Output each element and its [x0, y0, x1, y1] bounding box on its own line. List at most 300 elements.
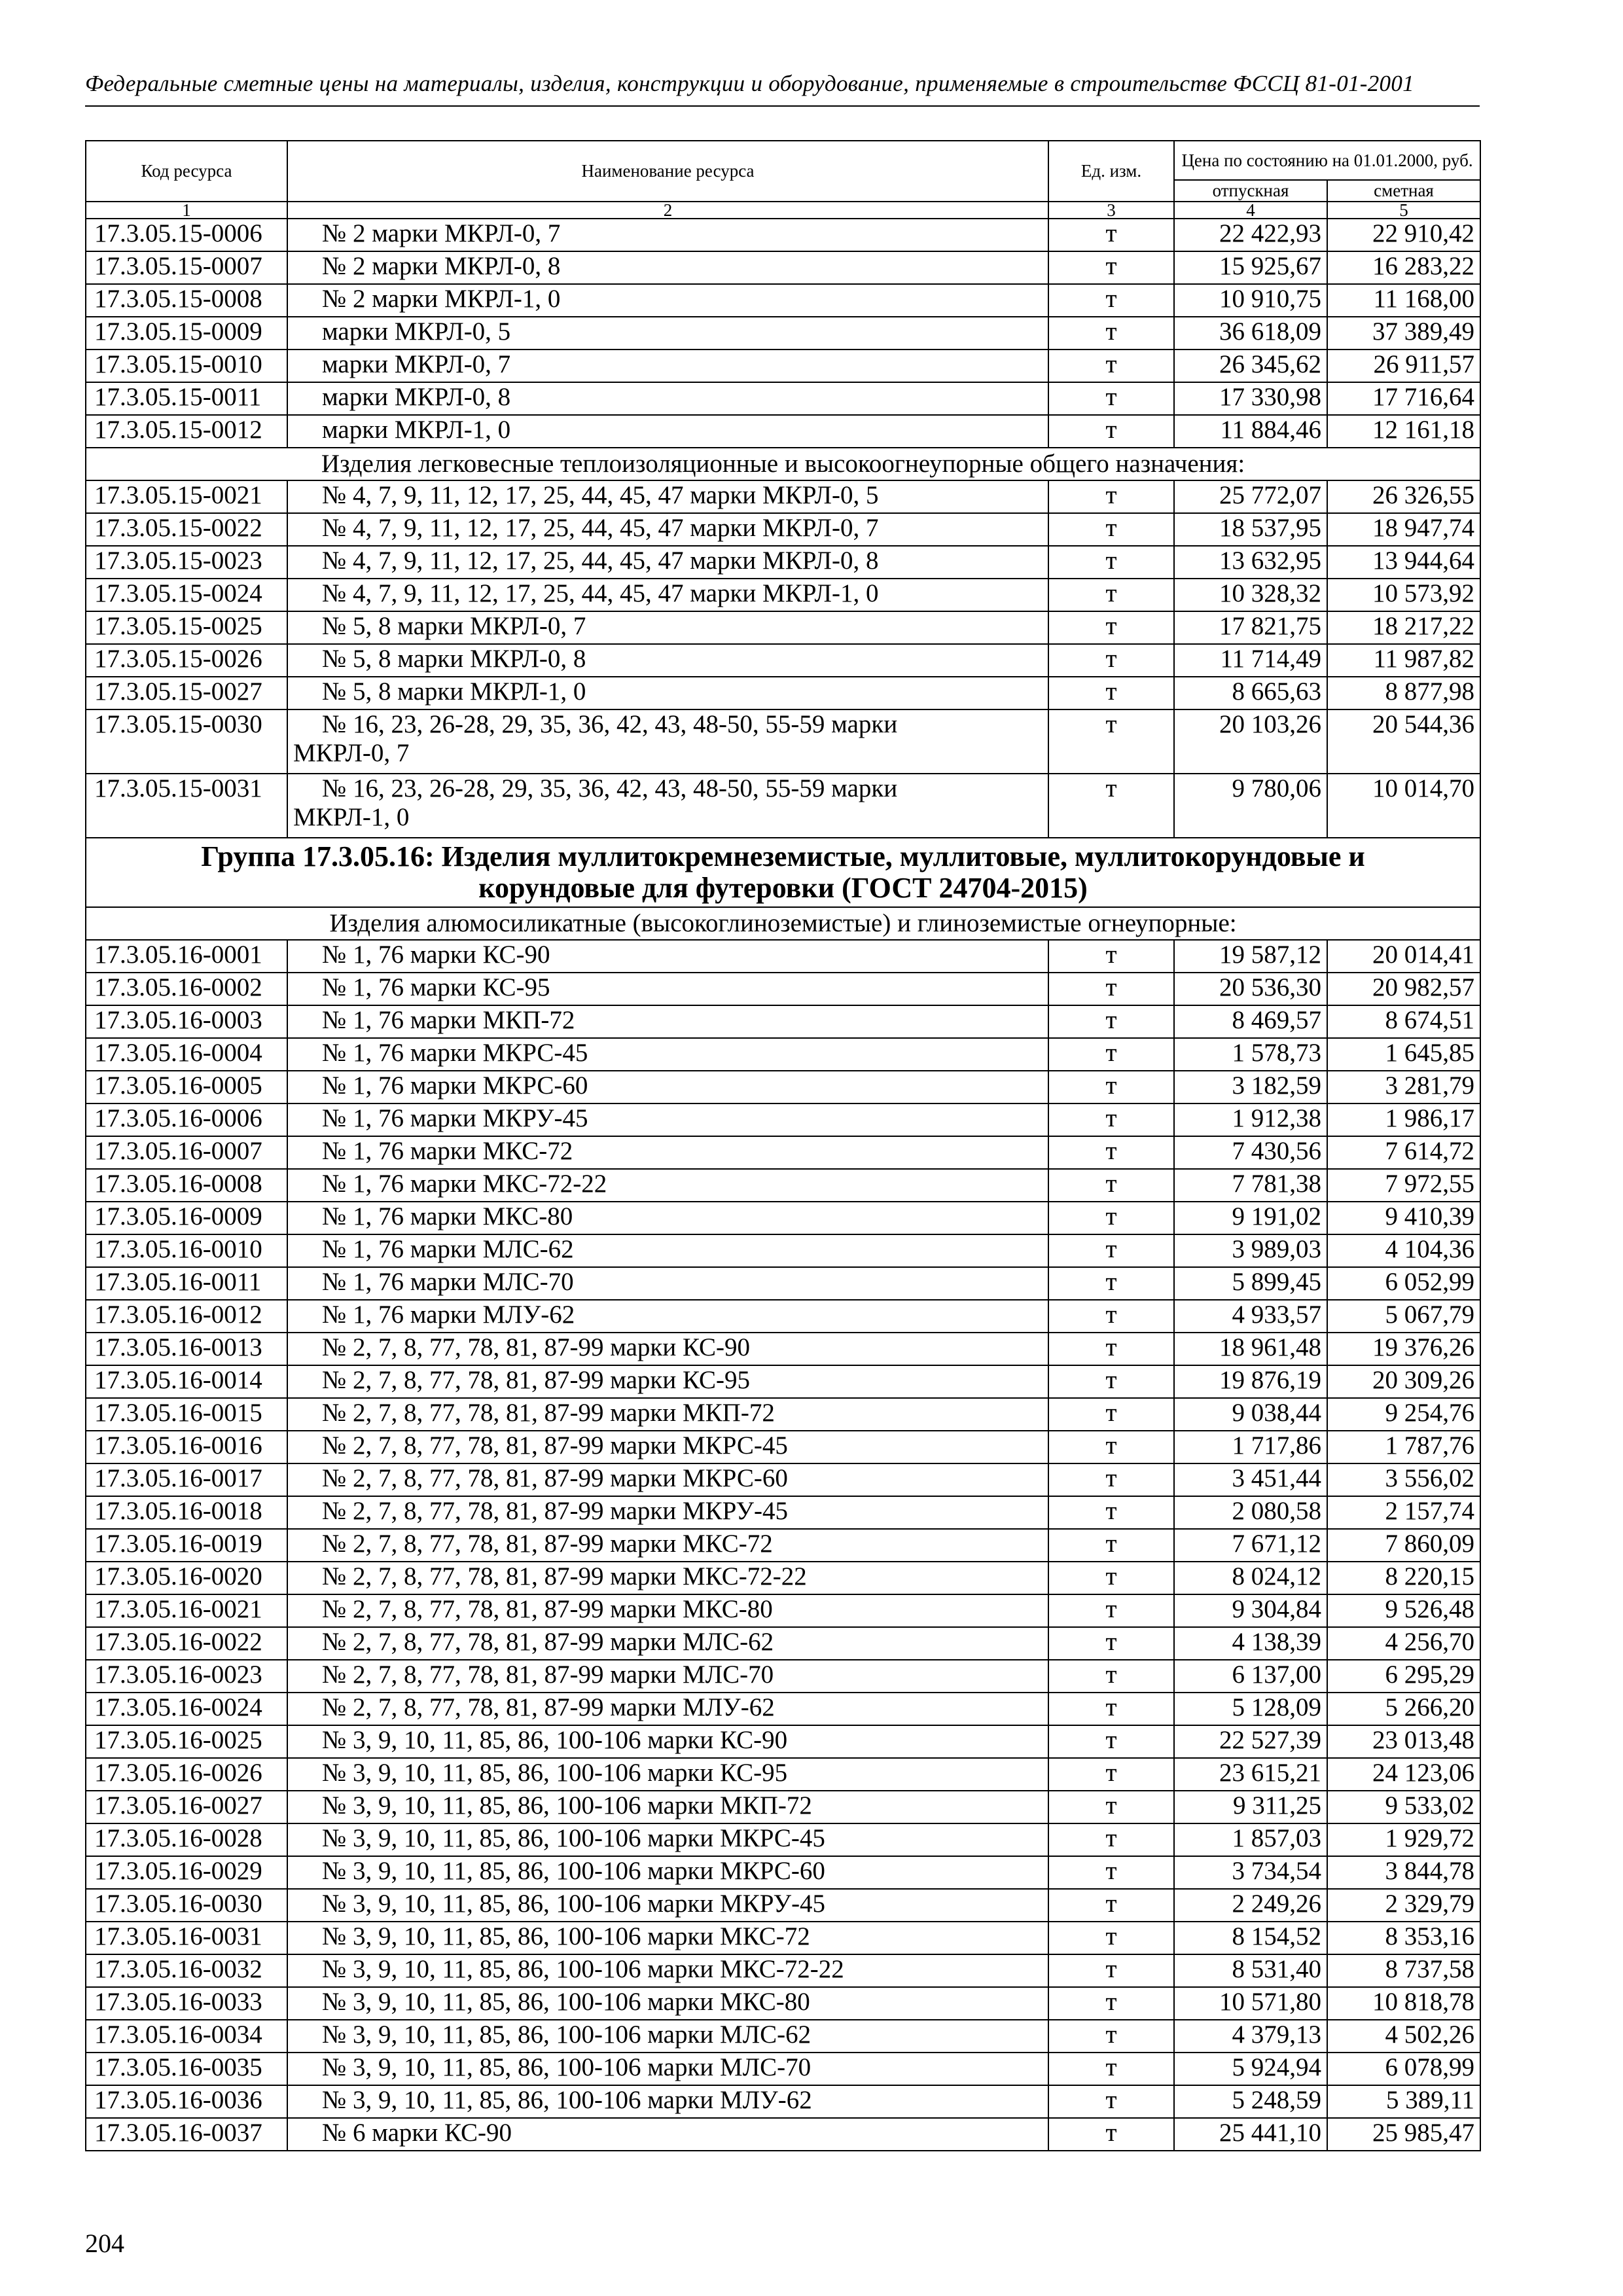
estimate-price: 6 295,29: [1327, 1660, 1480, 1693]
table-row: [86, 677, 1480, 709]
unit-value: т: [1048, 1529, 1174, 1562]
unit-value: т: [1048, 2118, 1174, 2151]
resource-name: № 3, 9, 10, 11, 85, 86, 100-106 марки МКС-80: [287, 1987, 1048, 2020]
resource-code: 17.3.05.15-0030: [86, 709, 287, 774]
table-row: [86, 774, 1480, 838]
release-price: 18 961,48: [1174, 1333, 1327, 1365]
resource-code: 17.3.05.16-0034: [86, 2020, 287, 2053]
release-price: 9 311,25: [1174, 1791, 1327, 1823]
release-price: 5 128,09: [1174, 1693, 1327, 1725]
estimate-price: 20 544,36: [1327, 709, 1480, 774]
estimate-price: 9 533,02: [1327, 1791, 1480, 1823]
release-price: 1 857,03: [1174, 1823, 1327, 1856]
resource-name: № 1, 76 марки МКС-72: [287, 1136, 1048, 1169]
resource-name: № 3, 9, 10, 11, 85, 86, 100-106 марки МКС-72: [287, 1922, 1048, 1954]
release-price: 19 587,12: [1174, 940, 1327, 973]
unit-value: т: [1048, 973, 1174, 1005]
table-row: [86, 1856, 1480, 1889]
resource-name: № 2, 7, 8, 77, 78, 81, 87-99 марки МКС-72-22: [287, 1562, 1048, 1594]
release-price: 10 571,80: [1174, 1987, 1327, 2020]
table-row: [86, 317, 1480, 350]
unit-value: т: [1048, 2053, 1174, 2085]
subsection-title: Изделия алюмосиликатные (высокоглиноземистые) и глиноземистые огнеупорные:: [86, 907, 1480, 940]
release-price: 3 734,54: [1174, 1856, 1327, 1889]
header-rule: [85, 105, 1480, 107]
table-row: [86, 1005, 1480, 1038]
resource-code: 17.3.05.15-0027: [86, 677, 287, 709]
estimate-price: 7 614,72: [1327, 1136, 1480, 1169]
release-price: 7 430,56: [1174, 1136, 1327, 1169]
unit-value: т: [1048, 1987, 1174, 2020]
unit-value: т: [1048, 251, 1174, 284]
resource-code: 17.3.05.16-0015: [86, 1398, 287, 1431]
unit-value: т: [1048, 1791, 1174, 1823]
subsection-title: Изделия легковесные теплоизоляционные и высокоогнеупорные общего назначения:: [86, 448, 1480, 480]
resource-code: 17.3.05.16-0036: [86, 2085, 287, 2118]
estimate-price: 5 067,79: [1327, 1300, 1480, 1333]
table-row: [86, 1103, 1480, 1136]
table-head: [86, 141, 1480, 219]
release-price: 10 328,32: [1174, 579, 1327, 611]
table-row: [86, 1333, 1480, 1365]
resource-name-line: № 16, 23, 26-28, 29, 35, 36, 42, 43, 48-50, 55-59 марки: [322, 710, 898, 738]
release-price: 5 248,59: [1174, 2085, 1327, 2118]
resource-name: № 1, 76 марки КС-95: [287, 973, 1048, 1005]
col-header-estimate: сметная: [1327, 180, 1480, 202]
unit-value: т: [1048, 1169, 1174, 1202]
estimate-price: 3 844,78: [1327, 1856, 1480, 1889]
resource-name: № 1, 76 марки КС-90: [287, 940, 1048, 973]
col-number: 4: [1174, 202, 1327, 219]
unit-value: т: [1048, 1693, 1174, 1725]
unit-value: т: [1048, 1496, 1174, 1529]
resource-code: 17.3.05.15-0006: [86, 219, 287, 251]
resource-code: 17.3.05.16-0004: [86, 1038, 287, 1071]
resource-code: 17.3.05.16-0012: [86, 1300, 287, 1333]
estimate-price: 8 674,51: [1327, 1005, 1480, 1038]
unit-value: т: [1048, 382, 1174, 415]
resource-code: 17.3.05.16-0010: [86, 1234, 287, 1267]
resource-code: 17.3.05.16-0009: [86, 1202, 287, 1234]
unit-value: т: [1048, 1202, 1174, 1234]
table-row: [86, 1234, 1480, 1267]
resource-name: № 5, 8 марки МКРЛ-1, 0: [287, 677, 1048, 709]
release-price: 20 103,26: [1174, 709, 1327, 774]
page-number: 204: [85, 2229, 124, 2258]
estimate-price: 25 985,47: [1327, 2118, 1480, 2151]
table-row: [86, 1889, 1480, 1922]
table-row: [86, 973, 1480, 1005]
unit-value: т: [1048, 1758, 1174, 1791]
resource-code: 17.3.05.15-0026: [86, 644, 287, 677]
estimate-price: 2 329,79: [1327, 1889, 1480, 1922]
resource-code: 17.3.05.15-0022: [86, 513, 287, 546]
resource-code: 17.3.05.16-0002: [86, 973, 287, 1005]
release-price: 5 899,45: [1174, 1267, 1327, 1300]
table-row: [86, 1136, 1480, 1169]
release-price: 9 780,06: [1174, 774, 1327, 838]
resource-code: 17.3.05.16-0020: [86, 1562, 287, 1594]
page-header-title: Федеральные сметные цены на материалы, изделия, конструкции и оборудование, применяемые в строительстве ФССЦ 81-01-2001: [85, 71, 1414, 96]
unit-value: т: [1048, 546, 1174, 579]
estimate-price: 37 389,49: [1327, 317, 1480, 350]
resource-name: № 1, 76 марки МЛУ-62: [287, 1300, 1048, 1333]
resource-code: 17.3.05.16-0031: [86, 1922, 287, 1954]
resource-code: 17.3.05.16-0016: [86, 1431, 287, 1463]
resource-code: 17.3.05.15-0012: [86, 415, 287, 448]
resource-name: № 2, 7, 8, 77, 78, 81, 87-99 марки МКС-80: [287, 1594, 1048, 1627]
table-row: [86, 2118, 1480, 2151]
resource-name-line: МКРЛ-1, 0: [293, 803, 410, 831]
resource-code: 17.3.05.15-0023: [86, 546, 287, 579]
release-price: 9 191,02: [1174, 1202, 1327, 1234]
resource-name: марки МКРЛ-0, 5: [287, 317, 1048, 350]
table-row: [86, 1823, 1480, 1856]
unit-value: т: [1048, 317, 1174, 350]
resource-name: марки МКРЛ-0, 8: [287, 382, 1048, 415]
resource-code: 17.3.05.15-0009: [86, 317, 287, 350]
col-number: 5: [1327, 202, 1480, 219]
unit-value: т: [1048, 1660, 1174, 1693]
unit-value: т: [1048, 1005, 1174, 1038]
release-price: 15 925,67: [1174, 251, 1327, 284]
table-row: [86, 709, 1480, 774]
release-price: 17 821,75: [1174, 611, 1327, 644]
resource-code: 17.3.05.16-0024: [86, 1693, 287, 1725]
table-row: [86, 1398, 1480, 1431]
release-price: 36 618,09: [1174, 317, 1327, 350]
table-row: [86, 2020, 1480, 2053]
col-number: 2: [287, 202, 1048, 219]
resource-name: № 1, 76 марки МКРС-60: [287, 1071, 1048, 1103]
resource-name-line: № 16, 23, 26-28, 29, 35, 36, 42, 43, 48-50, 55-59 марки: [322, 774, 898, 802]
table-row: [86, 1725, 1480, 1758]
release-price: 22 422,93: [1174, 219, 1327, 251]
unit-value: т: [1048, 1234, 1174, 1267]
estimate-price: 19 376,26: [1327, 1333, 1480, 1365]
resource-code: 17.3.05.16-0028: [86, 1823, 287, 1856]
release-price: 3 989,03: [1174, 1234, 1327, 1267]
estimate-price: 6 078,99: [1327, 2053, 1480, 2085]
table-row: [86, 1038, 1480, 1071]
unit-value: т: [1048, 284, 1174, 317]
resource-name: № 2, 7, 8, 77, 78, 81, 87-99 марки КС-95: [287, 1365, 1048, 1398]
resource-name: № 4, 7, 9, 11, 12, 17, 25, 44, 45, 47 марки МКРЛ-0, 8: [287, 546, 1048, 579]
resource-code: 17.3.05.16-0014: [86, 1365, 287, 1398]
table-row: [86, 480, 1480, 513]
col-header-name: Наименование ресурса: [287, 141, 1048, 202]
resource-name: № 5, 8 марки МКРЛ-0, 8: [287, 644, 1048, 677]
unit-value: т: [1048, 1103, 1174, 1136]
resource-name: № 2, 7, 8, 77, 78, 81, 87-99 марки МКС-72: [287, 1529, 1048, 1562]
release-price: 13 632,95: [1174, 546, 1327, 579]
resource-name: № 1, 76 марки МЛС-70: [287, 1267, 1048, 1300]
resource-code: 17.3.05.15-0021: [86, 480, 287, 513]
estimate-price: 8 220,15: [1327, 1562, 1480, 1594]
resource-code: 17.3.05.16-0025: [86, 1725, 287, 1758]
price-table: [85, 140, 1481, 2151]
unit-value: т: [1048, 1463, 1174, 1496]
resource-code: 17.3.05.16-0035: [86, 2053, 287, 2085]
unit-value: т: [1048, 677, 1174, 709]
table-row: [86, 1594, 1480, 1627]
release-price: 11 884,46: [1174, 415, 1327, 448]
release-price: 5 924,94: [1174, 2053, 1327, 2085]
resource-code: 17.3.05.16-0030: [86, 1889, 287, 1922]
resource-code: 17.3.05.16-0037: [86, 2118, 287, 2151]
estimate-price: 8 737,58: [1327, 1954, 1480, 1987]
unit-value: т: [1048, 1300, 1174, 1333]
release-price: 17 330,98: [1174, 382, 1327, 415]
table-row: [86, 350, 1480, 382]
estimate-price: 10 818,78: [1327, 1987, 1480, 2020]
release-price: 4 933,57: [1174, 1300, 1327, 1333]
resource-name: № 1, 76 марки МКС-72-22: [287, 1169, 1048, 1202]
resource-code: 17.3.05.16-0001: [86, 940, 287, 973]
resource-name: № 3, 9, 10, 11, 85, 86, 100-106 марки МКРС-60: [287, 1856, 1048, 1889]
resource-name: № 3, 9, 10, 11, 85, 86, 100-106 марки МКС-72-22: [287, 1954, 1048, 1987]
table-row: [86, 1693, 1480, 1725]
estimate-price: 20 309,26: [1327, 1365, 1480, 1398]
estimate-price: 11 987,82: [1327, 644, 1480, 677]
release-price: 3 451,44: [1174, 1463, 1327, 1496]
release-price: 25 441,10: [1174, 2118, 1327, 2151]
unit-value: т: [1048, 1889, 1174, 1922]
resource-name: № 4, 7, 9, 11, 12, 17, 25, 44, 45, 47 марки МКРЛ-0, 7: [287, 513, 1048, 546]
estimate-price: 5 389,11: [1327, 2085, 1480, 2118]
table-row: [86, 1660, 1480, 1693]
unit-value: т: [1048, 1562, 1174, 1594]
resource-code: 17.3.05.16-0029: [86, 1856, 287, 1889]
table-row: [86, 644, 1480, 677]
table-row: [86, 1758, 1480, 1791]
resource-code: 17.3.05.16-0018: [86, 1496, 287, 1529]
group-title: [86, 838, 1480, 907]
resource-name: № 6 марки КС-90: [287, 2118, 1048, 2151]
resource-code: 17.3.05.15-0024: [86, 579, 287, 611]
unit-value: т: [1048, 1725, 1174, 1758]
release-price: 8 154,52: [1174, 1922, 1327, 1954]
resource-name: № 3, 9, 10, 11, 85, 86, 100-106 марки МЛУ-62: [287, 2085, 1048, 2118]
table-row: [86, 1791, 1480, 1823]
table-row: [86, 1954, 1480, 1987]
unit-value: т: [1048, 480, 1174, 513]
resource-code: 17.3.05.16-0005: [86, 1071, 287, 1103]
resource-name: № 2, 7, 8, 77, 78, 81, 87-99 марки МЛС-62: [287, 1627, 1048, 1660]
resource-code: 17.3.05.16-0027: [86, 1791, 287, 1823]
resource-name: № 1, 76 марки МКРУ-45: [287, 1103, 1048, 1136]
estimate-price: 1 929,72: [1327, 1823, 1480, 1856]
estimate-price: 13 944,64: [1327, 546, 1480, 579]
resource-code: 17.3.05.16-0011: [86, 1267, 287, 1300]
resource-name: № 3, 9, 10, 11, 85, 86, 100-106 марки МЛС-70: [287, 2053, 1048, 2085]
resource-code: 17.3.05.16-0032: [86, 1954, 287, 1987]
resource-code: 17.3.05.15-0008: [86, 284, 287, 317]
release-price: 26 345,62: [1174, 350, 1327, 382]
estimate-price: 10 573,92: [1327, 579, 1480, 611]
resource-code: 17.3.05.15-0010: [86, 350, 287, 382]
release-price: 3 182,59: [1174, 1071, 1327, 1103]
unit-value: т: [1048, 1071, 1174, 1103]
estimate-price: 9 526,48: [1327, 1594, 1480, 1627]
unit-value: т: [1048, 940, 1174, 973]
resource-code: 17.3.05.16-0033: [86, 1987, 287, 2020]
estimate-price: 26 911,57: [1327, 350, 1480, 382]
resource-code: 17.3.05.16-0006: [86, 1103, 287, 1136]
unit-value: т: [1048, 611, 1174, 644]
unit-value: т: [1048, 774, 1174, 838]
release-price: 18 537,95: [1174, 513, 1327, 546]
release-price: 1 717,86: [1174, 1431, 1327, 1463]
table-row: [86, 1431, 1480, 1463]
estimate-price: 1 986,17: [1327, 1103, 1480, 1136]
estimate-price: 5 266,20: [1327, 1693, 1480, 1725]
table-row: [86, 1562, 1480, 1594]
estimate-price: 8 353,16: [1327, 1922, 1480, 1954]
unit-value: т: [1048, 644, 1174, 677]
release-price: 4 379,13: [1174, 2020, 1327, 2053]
table-row: [86, 2085, 1480, 2118]
estimate-price: 26 326,55: [1327, 480, 1480, 513]
release-price: 6 137,00: [1174, 1660, 1327, 1693]
table-row: [86, 2053, 1480, 2085]
resource-name: [287, 774, 1048, 838]
resource-code: 17.3.05.15-0007: [86, 251, 287, 284]
resource-name: № 4, 7, 9, 11, 12, 17, 25, 44, 45, 47 марки МКРЛ-0, 5: [287, 480, 1048, 513]
table-row: [86, 579, 1480, 611]
release-price: 7 671,12: [1174, 1529, 1327, 1562]
resource-name: № 3, 9, 10, 11, 85, 86, 100-106 марки МКРС-45: [287, 1823, 1048, 1856]
estimate-price: 16 283,22: [1327, 251, 1480, 284]
resource-name: № 2, 7, 8, 77, 78, 81, 87-99 марки МЛС-70: [287, 1660, 1048, 1693]
unit-value: т: [1048, 1823, 1174, 1856]
resource-name: № 3, 9, 10, 11, 85, 86, 100-106 марки МКП-72: [287, 1791, 1048, 1823]
release-price: 10 910,75: [1174, 284, 1327, 317]
unit-value: т: [1048, 1627, 1174, 1660]
resource-name: марки МКРЛ-0, 7: [287, 350, 1048, 382]
resource-code: 17.3.05.16-0013: [86, 1333, 287, 1365]
estimate-price: 8 877,98: [1327, 677, 1480, 709]
table-row: [86, 1496, 1480, 1529]
release-price: 20 536,30: [1174, 973, 1327, 1005]
resource-name: № 5, 8 марки МКРЛ-0, 7: [287, 611, 1048, 644]
estimate-price: 6 052,99: [1327, 1267, 1480, 1300]
col-header-unit: Ед. изм.: [1048, 141, 1174, 202]
resource-name: № 2, 7, 8, 77, 78, 81, 87-99 марки МКП-72: [287, 1398, 1048, 1431]
resource-code: 17.3.05.15-0025: [86, 611, 287, 644]
table-row: [86, 219, 1480, 251]
unit-value: т: [1048, 1856, 1174, 1889]
group-row: [86, 838, 1480, 907]
estimate-price: 18 217,22: [1327, 611, 1480, 644]
table-row: [86, 1300, 1480, 1333]
release-price: 23 615,21: [1174, 1758, 1327, 1791]
resource-name: № 2, 7, 8, 77, 78, 81, 87-99 марки МКРУ-45: [287, 1496, 1048, 1529]
unit-value: т: [1048, 2085, 1174, 2118]
unit-value: т: [1048, 1267, 1174, 1300]
table-row: [86, 415, 1480, 448]
estimate-price: 1 645,85: [1327, 1038, 1480, 1071]
resource-name: № 2, 7, 8, 77, 78, 81, 87-99 марки МКРС-45: [287, 1431, 1048, 1463]
release-price: 1 578,73: [1174, 1038, 1327, 1071]
estimate-price: 4 502,26: [1327, 2020, 1480, 2053]
release-price: 4 138,39: [1174, 1627, 1327, 1660]
resource-name: № 1, 76 марки МКС-80: [287, 1202, 1048, 1234]
resource-name: № 2 марки МКРЛ-1, 0: [287, 284, 1048, 317]
unit-value: т: [1048, 1136, 1174, 1169]
table-body: [86, 219, 1480, 2151]
col-header-price: Цена по состоянию на 01.01.2000, руб.: [1174, 141, 1480, 180]
resource-name: марки МКРЛ-1, 0: [287, 415, 1048, 448]
estimate-price: 4 104,36: [1327, 1234, 1480, 1267]
release-price: 8 531,40: [1174, 1954, 1327, 1987]
table-row: [86, 1529, 1480, 1562]
resource-code: 17.3.05.16-0008: [86, 1169, 287, 1202]
resource-name: № 3, 9, 10, 11, 85, 86, 100-106 марки КС-95: [287, 1758, 1048, 1791]
resource-name: № 4, 7, 9, 11, 12, 17, 25, 44, 45, 47 марки МКРЛ-1, 0: [287, 579, 1048, 611]
resource-code: 17.3.05.15-0011: [86, 382, 287, 415]
unit-value: т: [1048, 579, 1174, 611]
unit-value: т: [1048, 1922, 1174, 1954]
table-row: [86, 1169, 1480, 1202]
unit-value: т: [1048, 513, 1174, 546]
unit-value: т: [1048, 1398, 1174, 1431]
estimate-price: 3 281,79: [1327, 1071, 1480, 1103]
estimate-price: 3 556,02: [1327, 1463, 1480, 1496]
release-price: 9 038,44: [1174, 1398, 1327, 1431]
resource-code: 17.3.05.16-0021: [86, 1594, 287, 1627]
table-row: [86, 1987, 1480, 2020]
resource-name: № 1, 76 марки МКП-72: [287, 1005, 1048, 1038]
release-price: 2 080,58: [1174, 1496, 1327, 1529]
table-row: [86, 546, 1480, 579]
col-header-code: Код ресурса: [86, 141, 287, 202]
table-row: [86, 1627, 1480, 1660]
resource-name: № 3, 9, 10, 11, 85, 86, 100-106 марки КС-90: [287, 1725, 1048, 1758]
resource-name: [287, 709, 1048, 774]
resource-name: № 1, 76 марки МКРС-45: [287, 1038, 1048, 1071]
estimate-price: 9 254,76: [1327, 1398, 1480, 1431]
table-row: [86, 1071, 1480, 1103]
subsection-row: [86, 448, 1480, 480]
table-row: [86, 251, 1480, 284]
unit-value: т: [1048, 1333, 1174, 1365]
col-header-release: отпускная: [1174, 180, 1327, 202]
unit-value: т: [1048, 219, 1174, 251]
release-price: 1 912,38: [1174, 1103, 1327, 1136]
estimate-price: 1 787,76: [1327, 1431, 1480, 1463]
resource-name: № 2 марки МКРЛ-0, 8: [287, 251, 1048, 284]
resource-name: № 3, 9, 10, 11, 85, 86, 100-106 марки МЛС-62: [287, 2020, 1048, 2053]
resource-name: № 2, 7, 8, 77, 78, 81, 87-99 марки МКРС-60: [287, 1463, 1048, 1496]
estimate-price: 24 123,06: [1327, 1758, 1480, 1791]
table-row: [86, 513, 1480, 546]
estimate-price: 11 168,00: [1327, 284, 1480, 317]
estimate-price: 10 014,70: [1327, 774, 1480, 838]
release-price: 22 527,39: [1174, 1725, 1327, 1758]
estimate-price: 4 256,70: [1327, 1627, 1480, 1660]
subsection-row: [86, 907, 1480, 940]
unit-value: т: [1048, 1954, 1174, 1987]
resource-code: 17.3.05.15-0031: [86, 774, 287, 838]
release-price: 11 714,49: [1174, 644, 1327, 677]
table-row: [86, 611, 1480, 644]
unit-value: т: [1048, 1365, 1174, 1398]
resource-name: № 1, 76 марки МЛС-62: [287, 1234, 1048, 1267]
unit-value: т: [1048, 2020, 1174, 2053]
table-row: [86, 1922, 1480, 1954]
resource-code: 17.3.05.16-0003: [86, 1005, 287, 1038]
